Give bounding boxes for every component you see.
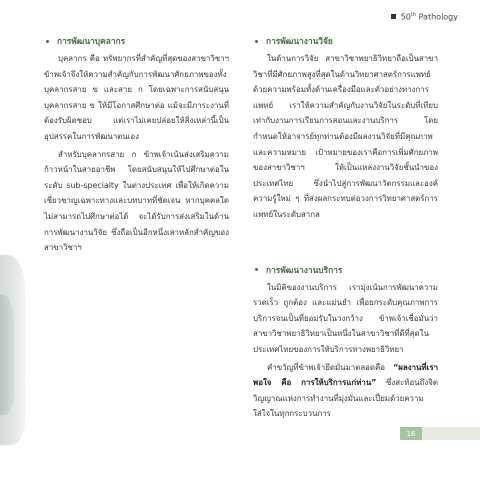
paragraph: สำหรับบุคลากรสาย ก ข้าพเจ้าเน้นส่งเสริมความก้าวหน้าในสายอาชีพ โดยสนับสนุนให้ไปศึกษาต่อในระดับ sub-specialty ในต่างประเทศ เพื่อให้เกิดความเชี่ยวชาญเฉพาะทางและบทบาทที่ชัดเจน หากบุคคลใดไม่สามารถไปศึกษาต่อได้ จะได้รับการส่งเสริมในด้านการพัฒนางานวิจัย ซึ่งถือเป็นอีกหนึ่งเสาหลักสำคัญของสาขาวิชาฯ — [44, 149, 229, 253]
square-bullet-icon — [391, 14, 396, 19]
page-header — [391, 12, 458, 22]
section-heading-research: การพัฒนางานวิจัย — [253, 34, 438, 48]
closing-paragraph: คำขวัญที่ข้าพเจ้ายึดมั่นมาตลอดคือ “ผลงานที่เราพอใจ คือ การให้บริการแก่ท่าน” ซึ่งสะท้อนถึงจิตวิญญาณแห่งการทำงานที่มุ่งมั่นและเปี่ยมด้วยความใส่ใจในทุกกระบวนการ — [253, 362, 438, 419]
paragraph: ในมิติของงานบริการ เรามุ่งเน้นการพัฒนาความรวดเร็ว ถูกต้อง และแม่นยำ เพื่อยกระดับคุณภาพการบริการจนเป็นที่ยอมรับในวงกว้าง ข้าพเจ้าเชื่อมั่นว่าสาขาวิชาพยาธิวิทยาเป็นหนึ่งในสาขาวิชาที่ดีที่สุดในประเทศไทยของการให้บริการทางพยาธิวิทยา — [253, 282, 438, 354]
section-heading-personnel: การพัฒนาบุคลากร — [44, 34, 229, 48]
decorative-figure-image — [0, 255, 26, 445]
page-number-badge: 16 — [400, 427, 422, 440]
left-column — [44, 34, 229, 256]
bullet-icon — [255, 268, 258, 271]
footer-bar — [400, 427, 480, 440]
paragraph: บุคลากร คือ ทรัพยากรที่สำคัญที่สุดของสาขาวิชาฯ ข้าพเจ้าจึงให้ความสำคัญกับการพัฒนาศักยภาพของทั้งบุคลากรสาย ข และสาย ก โดยเฉพาะการสนับสนุนบุคลากรสาย ข ให้มีโอกาสศึกษาต่อ แม้จะมีภาระงานที่ต้องรับผิดชอบ แต่เราไม่เคยปล่อยให้สิ่งเหล่านี้เป็นอุปสรรคในการพัฒนาตนเอง — [44, 54, 229, 141]
paragraph: ในด้านการวิจัย สาขาวิชาพยาธิวิทยาถือเป็นสาขาวิชาที่มีศักยภาพสูงที่สุดในด้านวิทยาศาสตร์การแพทย์ ด้วยความพร้อมทั้งด้านเครื่องมือและตัวอย่างทางการแพทย์ เราให้ความสำคัญกับงานวิจัยในระดับที่เทียบเท่ากับงานการเรียนการสอนและงานบริการ โดยกำหนดให้อาจารย์ทุกท่านต้องมีผลงานวิจัยที่มีคุณภาพและความหมาย เป้าหมายของเราคือการเพิ่มศักยภาพของสาขาวิชาฯ ให้เป็นแหล่งงานวิจัยชั้นนำของประเทศไทย ซึ่งนำไปสู่การพัฒนาวัตกรรมและองค์ความรู้ใหม่ ๆ ที่ส่งผลกระทบต่อวงการวิทยาศาสตร์การแพทย์ในระดับสากล — [253, 54, 438, 219]
bullet-icon — [46, 40, 49, 43]
right-column — [253, 34, 438, 422]
header-label: 50th Pathology — [400, 12, 458, 22]
service-section — [253, 263, 438, 422]
bullet-icon — [255, 40, 258, 43]
section-heading-service: การพัฒนางานบริการ — [253, 263, 438, 277]
motto-quote: “ผลงานที่เราพอใจ คือ การให้บริการแก่ท่าน” — [253, 362, 438, 388]
